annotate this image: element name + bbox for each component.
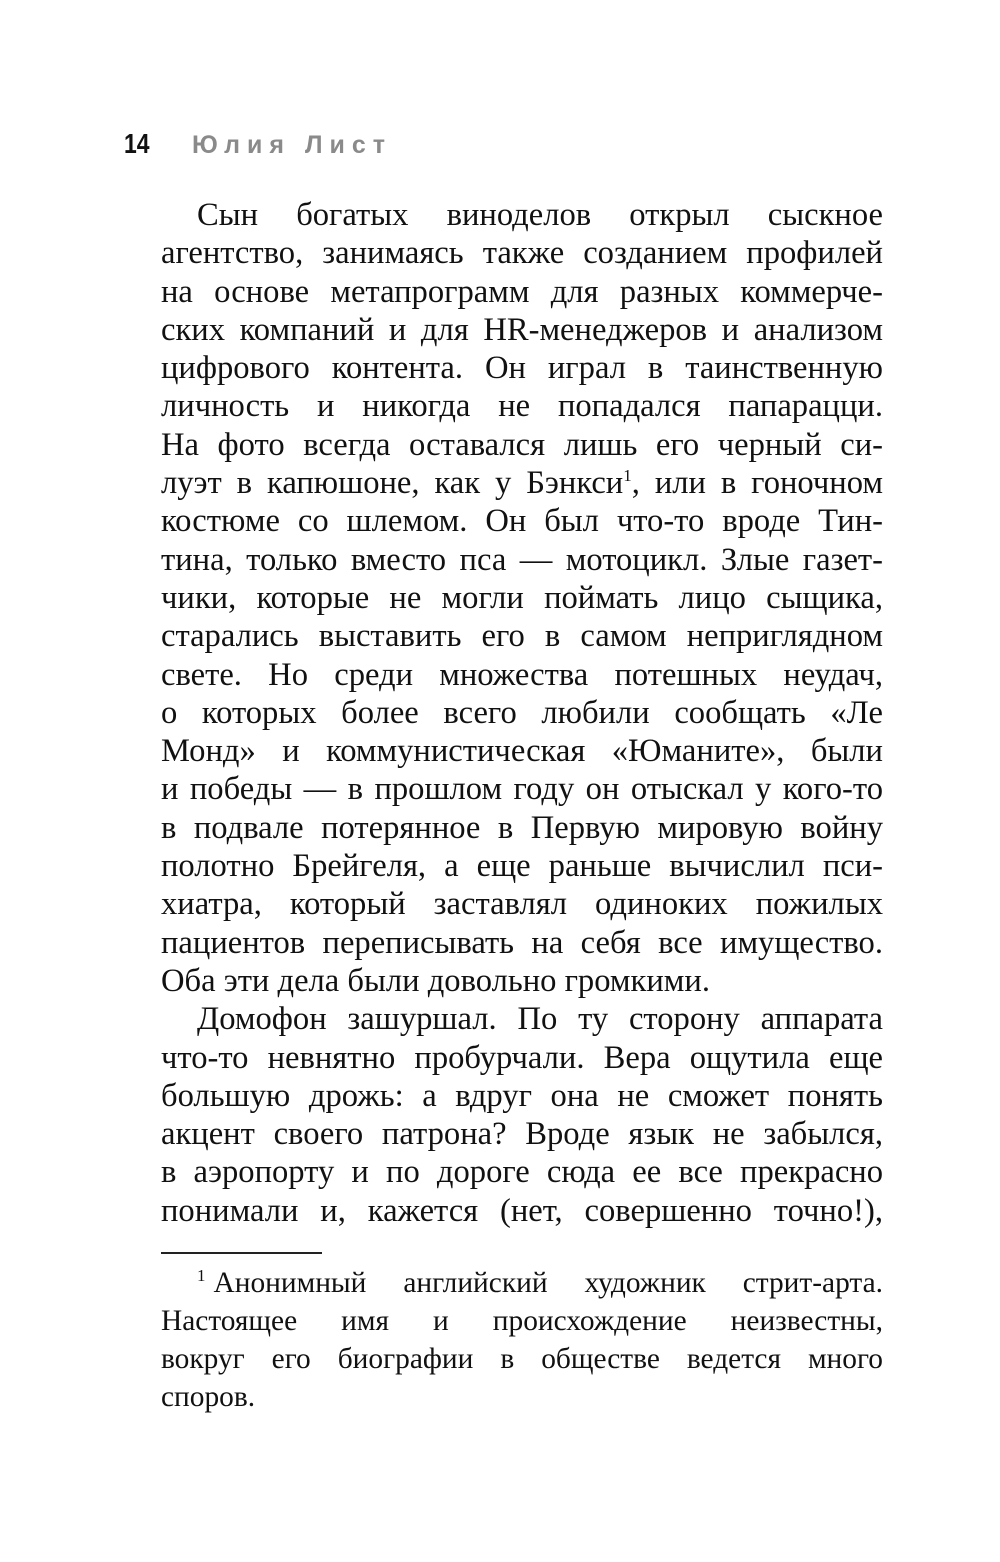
line-text-before-ref: луэт в капюшоне, как у Бэнкси [161, 465, 624, 502]
paragraph-line: в аэропорту и по дороге сюда ее все прекрасно [161, 1154, 883, 1191]
footnote-divider [161, 1252, 322, 1254]
paragraph-line: личность и никогда не попадался папарацци. [161, 388, 883, 425]
paragraph-line: свете. Но среди множества потешных неудач, [161, 656, 883, 693]
footnote-marker: 1 [197, 1266, 206, 1286]
paragraph-line: агентство, занимаясь также созданием профилей [161, 235, 883, 272]
footnote [161, 1264, 883, 1416]
paragraph-line: цифрового контента. Он играл в таинственную [161, 350, 883, 387]
footnote-line [161, 1264, 883, 1302]
paragraph-line: на основе метапрограмм для разных коммерче- [161, 273, 883, 310]
paragraph-line: полотно Брейгеля, а еще раньше вычислил пси- [161, 848, 883, 885]
line-text-after-ref: , или в гоночном [631, 465, 883, 502]
running-title: Юлия Лист [192, 131, 392, 159]
footnote-reference[interactable]: 1 [623, 466, 632, 486]
paragraph-line: тина, только вместо пса — мотоцикл. Злые газет- [161, 541, 883, 578]
running-head [124, 128, 392, 168]
footnote-line: споров. [161, 1381, 256, 1413]
page-number: 14 [124, 128, 150, 159]
body-text [161, 196, 883, 1230]
paragraph-line: чики, которые не могли поймать лицо сыщика, [161, 579, 883, 616]
paragraph-line: в подвале потерянное в Первую мировую войну [161, 809, 883, 846]
paragraph-line: костюме со шлемом. Он был что-то вроде Тин- [161, 503, 883, 540]
footnote-line: Настоящее имя и происхождение неизвестны, [161, 1305, 883, 1337]
paragraph-line: большую дрожь: а вдруг она не сможет понять [161, 1077, 883, 1114]
paragraph-line: старались выставить его в самом неприглядном [161, 618, 883, 655]
footnote-line-text: Анонимный английский художник стрит-арта. [213, 1267, 883, 1299]
paragraph-line: понимали и, кажется (нет, совершенно точно!), [161, 1192, 883, 1229]
footnote-line: вокруг его биографии в обществе ведется много [161, 1343, 883, 1375]
paragraph-line: о которых более всего любили сообщать «Ле [161, 694, 883, 731]
paragraph-line: что-то невнятно пробурчали. Вера ощутила еще [161, 1039, 883, 1076]
paragraph-line: акцент своего патрона? Вроде язык не забылся, [161, 1116, 883, 1153]
paragraph-line: пациентов переписывать на себя все имущество. [161, 924, 883, 961]
paragraph-line: Сын богатых виноделов открыл сыскное [197, 197, 883, 233]
paragraph-line: На фото всегда оставался лишь его черный си- [161, 426, 883, 463]
paragraph-line: и победы — в прошлом году он отыскал у кого-то [161, 771, 883, 808]
paragraph-line: хиатра, который заставлял одиноких пожилых [161, 886, 883, 923]
paragraph-line: Домофон зашуршал. По ту сторону аппарата [197, 1001, 883, 1038]
paragraph-line: Оба эти дела были довольно громкими. [161, 962, 710, 999]
paragraph-line-with-footnote-ref [161, 464, 883, 502]
paragraph-line: Монд» и коммунистическая «Юманите», были [161, 733, 883, 770]
paragraph-line: ских компаний и для HR-менеджеров и анализом [161, 311, 883, 348]
